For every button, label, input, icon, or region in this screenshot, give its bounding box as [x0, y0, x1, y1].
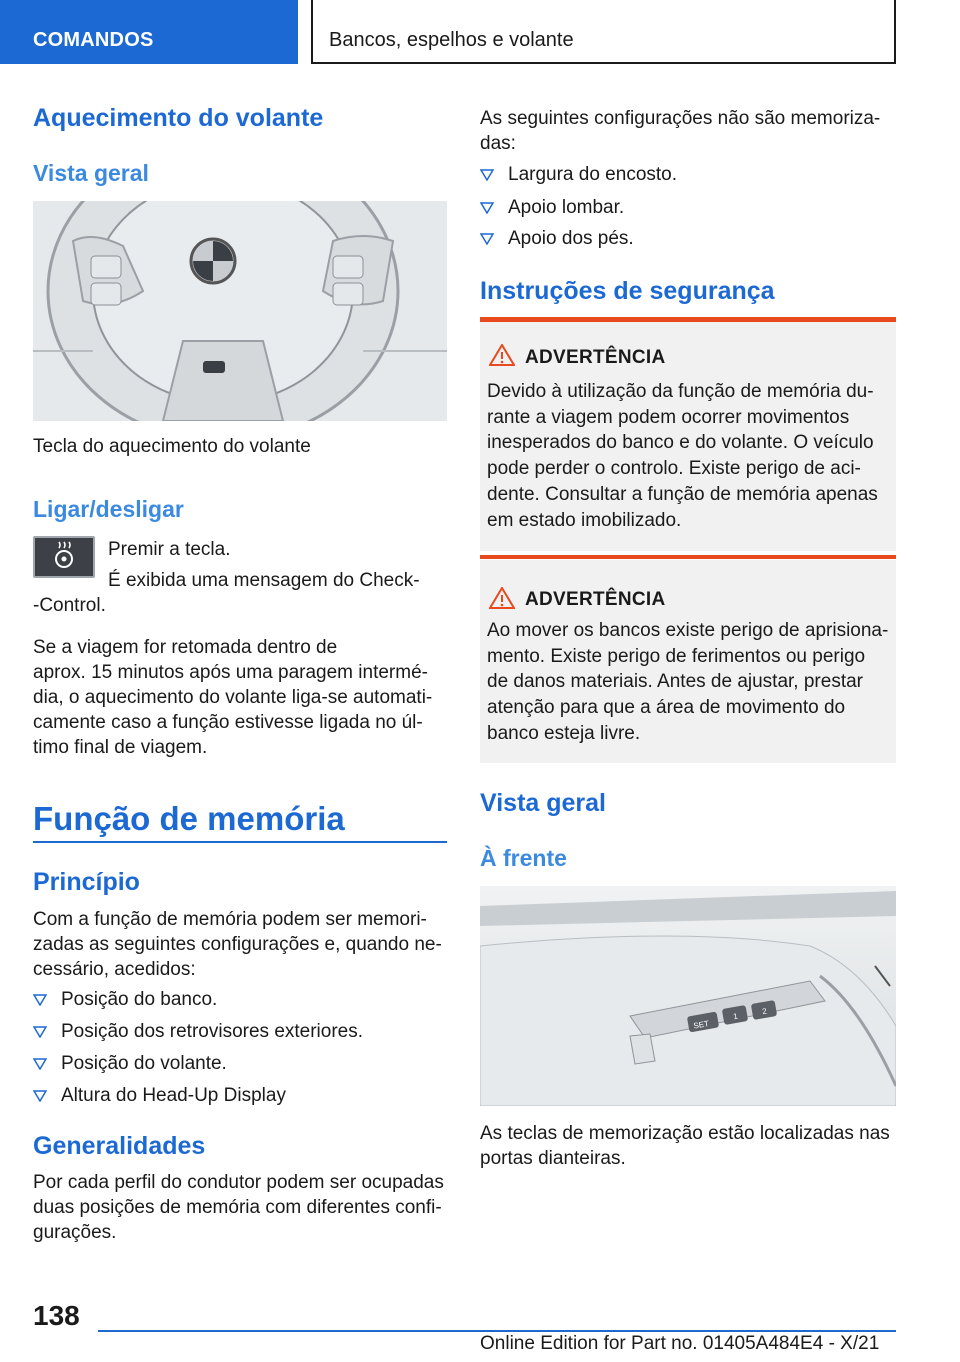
- heading-ligar: Ligar/desligar: [33, 496, 184, 522]
- warning-triangle-icon: [489, 344, 515, 366]
- bullet-triangle-icon: [480, 202, 494, 214]
- heading-generalidades: Generalidades: [33, 1132, 206, 1160]
- list-item: Largura do encosto.: [480, 162, 677, 187]
- heading-funcao-memoria: Função de memória: [33, 800, 345, 837]
- heading-instrucoes: Instruções de segurança: [480, 277, 775, 305]
- list-item: Apoio lombar.: [480, 195, 624, 220]
- heading-aquecimento: Aquecimento do volante: [33, 104, 324, 132]
- warning-text: Devido à utilização da função de memória du- rante a viagem podem ocorrer movimentos inesperados do banco e do volante. O veículo pode perder o controlo. Existe perigo de aci- dente. Consultar a função de memória apenas em estado imobilizado.: [487, 381, 878, 531]
- key-label-set: SET: [692, 1019, 710, 1031]
- steering-heat-key-icon: [33, 536, 95, 578]
- list-item: Posição dos retrovisores exteriores.: [33, 1019, 363, 1044]
- bullet-triangle-icon: [33, 994, 47, 1006]
- heading-frente: À frente: [480, 845, 567, 871]
- paragraph-restart: Se a viagem for retomada dentro de aprox. 15 minutos após uma paragem intermé- dia, o aquecimento do volante liga-se automati- camente caso a função estivesse ligada no úl- timo final de viagem.: [33, 637, 433, 758]
- step-2-line2: -Control.: [33, 595, 106, 616]
- list-item: Posição do volante.: [33, 1051, 227, 1076]
- chapter-tab: [311, 0, 896, 64]
- steering-wheel-image: [33, 201, 447, 421]
- figure1-caption: Tecla do aquecimento do volante: [33, 436, 311, 457]
- warning-text: Ao mover os bancos existe perigo de aprisiona- mento. Existe perigo de ferimentos ou perigo de danos materiais. Antes de ajustar, prestar atenção para que a área de movimento do banco esteja livre.: [487, 620, 889, 744]
- chapter-title: Bancos, espelhos e volante: [329, 29, 574, 51]
- list-item: Apoio dos pés.: [480, 226, 634, 251]
- warning-divider: [480, 555, 896, 559]
- intro-text: As seguintes configurações não são memoriza- das:: [480, 108, 881, 154]
- heading-principio: Princípio: [33, 868, 140, 896]
- bullet-triangle-icon: [480, 169, 494, 181]
- generalidades-text: Por cada perfil do condutor podem ser ocupadas duas posições de memória com diferentes confi- gurações.: [33, 1172, 444, 1243]
- figure2-caption: As teclas de memorização estão localizadas nas portas dianteiras.: [480, 1123, 890, 1169]
- warning-title: ADVERTÊNCIA: [525, 589, 666, 610]
- door-memory-buttons-image: [480, 886, 896, 1106]
- heading-rule: [33, 841, 447, 843]
- section-title: COMANDOS: [33, 29, 154, 51]
- bullet-triangle-icon: [33, 1026, 47, 1038]
- step-2-line1: É exibida uma mensagem do Check-: [108, 570, 420, 591]
- warning-box-2: [480, 560, 896, 763]
- footer-rule: [98, 1330, 896, 1332]
- heading-vista-geral-2: Vista geral: [480, 789, 607, 817]
- list-item: Posição do banco.: [33, 987, 217, 1012]
- list-item: Altura do Head-Up Display: [33, 1083, 286, 1108]
- section-tab: [0, 0, 298, 64]
- warning-title: ADVERTÊNCIA: [525, 347, 666, 368]
- key-label-2: 2: [761, 1006, 768, 1017]
- heading-vista-geral: Vista geral: [33, 160, 149, 186]
- warning-triangle-icon: [489, 587, 515, 609]
- footer-edition: Online Edition for Part no. 01405A484E4 - X/21: [480, 1333, 880, 1354]
- bullet-triangle-icon: [480, 233, 494, 245]
- bullet-triangle-icon: [33, 1090, 47, 1102]
- principio-text: Com a função de memória podem ser memori- zadas as seguintes configurações e, quando ne- cessário, acedidos:: [33, 909, 442, 980]
- step-1: Premir a tecla.: [108, 539, 231, 560]
- page-number: 138: [33, 1300, 80, 1331]
- bullet-triangle-icon: [33, 1058, 47, 1070]
- key-label-1: 1: [732, 1011, 739, 1022]
- warning-box-1: [480, 317, 896, 551]
